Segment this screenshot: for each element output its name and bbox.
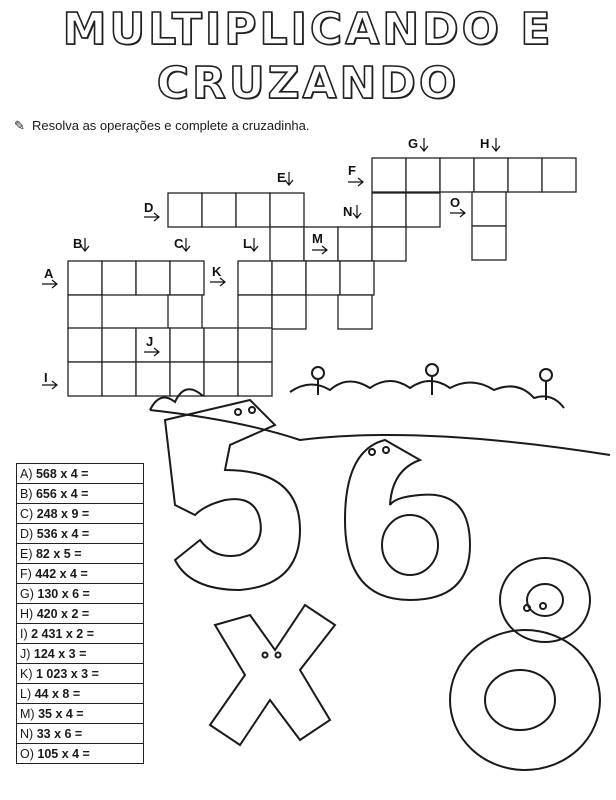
title-line-2: CRUZANDO bbox=[156, 58, 460, 109]
hill-line bbox=[150, 410, 610, 455]
operation-expression: 105 x 4 = bbox=[37, 746, 90, 761]
number-five-character bbox=[165, 400, 300, 590]
clue-letter-n: N bbox=[343, 204, 353, 219]
operation-expression: 656 x 4 = bbox=[35, 486, 89, 501]
operation-label: M) bbox=[20, 706, 35, 721]
clue-letter-j: J bbox=[146, 334, 154, 349]
operation-label: K) bbox=[20, 666, 33, 681]
clue-letter-f: F bbox=[348, 163, 356, 178]
operation-row bbox=[17, 484, 144, 504]
clue-letter-o: O bbox=[450, 195, 461, 210]
clue-letter-g: G bbox=[408, 136, 419, 151]
operation-label: E) bbox=[20, 546, 33, 561]
clue-letter-e: E bbox=[277, 170, 286, 185]
bush-left bbox=[150, 389, 203, 410]
instruction-text: Resolva as operações e complete a cruzadinha. bbox=[32, 118, 310, 133]
operation-label: J) bbox=[20, 646, 31, 661]
clue-letter-a: A bbox=[44, 266, 54, 281]
pencil-icon: ✎ bbox=[14, 118, 25, 133]
operation-expression: 130 x 6 = bbox=[37, 586, 90, 601]
operation-label: N) bbox=[20, 726, 34, 741]
clue-letter-c: C bbox=[174, 236, 184, 251]
clue-letter-k: K bbox=[212, 264, 222, 279]
clue-letter-h: H bbox=[480, 136, 490, 151]
title-line-1: MULTIPLICANDO E bbox=[62, 4, 554, 55]
operation-label: F) bbox=[20, 566, 32, 581]
operation-label: D) bbox=[20, 526, 34, 541]
flower-icon bbox=[540, 369, 552, 381]
operation-row bbox=[17, 644, 144, 664]
number-six-character bbox=[345, 440, 470, 600]
operation-label: G) bbox=[20, 586, 34, 601]
operation-row bbox=[17, 544, 144, 564]
operation-row bbox=[17, 684, 144, 704]
operation-row bbox=[17, 504, 144, 524]
operation-expression: 82 x 5 = bbox=[35, 546, 82, 561]
operation-label: L) bbox=[20, 686, 32, 701]
clue-letter-m: M bbox=[312, 231, 323, 246]
operation-label: C) bbox=[20, 506, 34, 521]
clue-letter-i: I bbox=[44, 370, 48, 385]
operation-expression: 568 x 4 = bbox=[35, 466, 89, 481]
operation-label: A) bbox=[20, 466, 33, 481]
flower-icon bbox=[312, 367, 324, 379]
operation-expression: 33 x 6 = bbox=[36, 726, 83, 741]
clue-letter-b: B bbox=[73, 236, 83, 251]
operation-row bbox=[17, 584, 144, 604]
operation-expression: 442 x 4 = bbox=[35, 566, 88, 581]
operation-expression: 536 x 4 = bbox=[36, 526, 90, 541]
operation-row bbox=[17, 724, 144, 744]
operation-label: O) bbox=[20, 746, 34, 761]
operation-expression: 35 x 4 = bbox=[38, 706, 84, 721]
operation-row bbox=[17, 664, 144, 684]
operation-label: I) bbox=[20, 626, 28, 641]
times-character bbox=[210, 605, 335, 745]
operation-row bbox=[17, 704, 144, 724]
operation-row bbox=[17, 524, 144, 544]
operation-expression: 44 x 8 = bbox=[34, 686, 81, 701]
operation-row bbox=[17, 624, 144, 644]
bush-right bbox=[290, 381, 564, 408]
operation-label: H) bbox=[20, 606, 34, 621]
clue-letter-d: D bbox=[144, 200, 154, 215]
operation-expression: 420 x 2 = bbox=[36, 606, 90, 621]
operations-table bbox=[16, 463, 144, 764]
operation-row bbox=[17, 604, 144, 624]
operation-row bbox=[17, 564, 144, 584]
operation-row bbox=[17, 464, 144, 484]
operation-expression: 124 x 3 = bbox=[33, 646, 87, 661]
number-eight-character bbox=[500, 558, 590, 642]
operation-label: B) bbox=[20, 486, 33, 501]
flower-icon bbox=[426, 364, 438, 376]
operation-expression: 1 023 x 3 = bbox=[35, 666, 99, 681]
operation-row bbox=[17, 744, 144, 764]
operation-expression: 248 x 9 = bbox=[36, 506, 90, 521]
clue-letter-l: L bbox=[243, 236, 251, 251]
operation-expression: 2 431 x 2 = bbox=[31, 626, 95, 641]
